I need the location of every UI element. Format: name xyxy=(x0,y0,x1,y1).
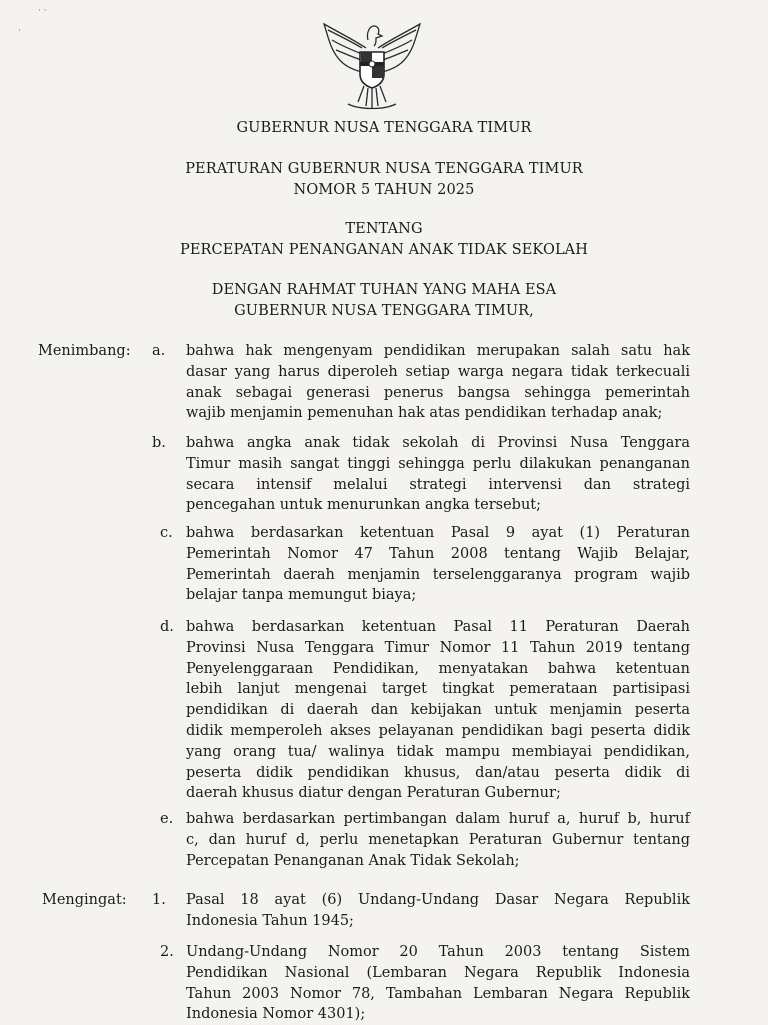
regulation-subject: PERCEPATAN PENANGANAN ANAK TIDAK SEKOLAH xyxy=(180,242,588,258)
item-line: Percepatan Penanganan Anak Tidak Sekolah; xyxy=(186,852,520,869)
scan-speck: · xyxy=(18,26,21,36)
item-line: bahwa hak mengenyam pendidikan merupakan salah satu hak xyxy=(186,343,690,359)
item-line: didik memperoleh akses pelayanan pendidikan bagi peserta didik xyxy=(186,722,690,739)
item-marker: 2. xyxy=(160,944,174,960)
item-marker: b. xyxy=(152,435,166,451)
item-text xyxy=(186,890,690,932)
item-line: Pemerintah Nomor 47 Tahun 2008 tentang Wajib Belajar, xyxy=(186,545,690,562)
item-line: yang orang tua/ walinya tidak mampu membiayai pendidikan, xyxy=(186,743,690,760)
item-line: Pendidikan Nasional (Lembaran Negara Republik Indonesia xyxy=(186,964,690,981)
item-text xyxy=(186,523,690,606)
blessing-line: DENGAN RAHMAT TUHAN YANG MAHA ESA xyxy=(211,282,557,298)
item-text xyxy=(186,809,690,871)
item-line: lebih lanjut mengenai target tingkat pemerataan partisipasi xyxy=(186,681,690,698)
item-line: Timur masih sangat tinggi sehingga perlu dilakukan penanganan xyxy=(186,455,690,472)
scan-speck: · · xyxy=(38,6,47,16)
item-line: Penyelenggaraan Pendidikan, menyatakan bahwa ketentuan xyxy=(186,660,690,677)
menimbang-label: Menimbang: xyxy=(38,343,131,359)
governor-line: GUBERNUR NUSA TENGGARA TIMUR, xyxy=(234,303,534,319)
item-line: dasar yang harus diperoleh setiap warga negara tidak terkecuali xyxy=(186,363,690,380)
item-line: bahwa berdasarkan ketentuan Pasal 11 Peraturan Daerah xyxy=(186,619,690,635)
item-text xyxy=(186,341,690,424)
item-marker: e. xyxy=(160,811,174,827)
regulation-number: NOMOR 5 TAHUN 2025 xyxy=(293,182,475,198)
item-line: bahwa berdasarkan ketentuan Pasal 9 ayat (1) Peraturan xyxy=(186,525,690,541)
issuer-title: GUBERNUR NUSA TENGGARA TIMUR xyxy=(236,120,532,136)
item-line: bahwa angka anak tidak sekolah di Provinsi Nusa Tenggara xyxy=(186,435,690,451)
item-line: anak sebagai generasi penerus bangsa sehingga pemerintah xyxy=(186,384,690,401)
about-label: TENTANG xyxy=(345,221,423,237)
item-line: Pemerintah daerah menjamin terselenggaranya program wajib xyxy=(186,566,690,583)
item-line: Indonesia Nomor 4301); xyxy=(186,1006,366,1023)
item-text xyxy=(186,433,690,516)
item-line: Indonesia Tahun 1945; xyxy=(186,912,354,929)
item-marker: 1. xyxy=(152,892,166,908)
regulation-title: PERATURAN GUBERNUR NUSA TENGGARA TIMUR xyxy=(185,161,583,177)
item-marker: c. xyxy=(160,525,173,541)
regulation-heading xyxy=(0,159,768,201)
item-line: c, dan huruf d, perlu menetapkan Peraturan Gubernur tentang xyxy=(186,831,690,848)
item-line: Pasal 18 ayat (6) Undang-Undang Dasar Negara Republik xyxy=(186,892,690,908)
item-text xyxy=(186,942,690,1025)
item-line: Tahun 2003 Nomor 78, Tambahan Lembaran Negara Republik xyxy=(186,985,690,1002)
item-marker: a. xyxy=(152,343,166,359)
preamble-heading xyxy=(0,280,768,322)
item-line: wajib menjamin pemenuhan hak atas pendidikan terhadap anak; xyxy=(186,405,663,422)
subject-heading xyxy=(0,219,768,261)
item-line: bahwa berdasarkan pertimbangan dalam huruf a, huruf b, huruf xyxy=(186,811,690,827)
item-marker: d. xyxy=(160,619,174,635)
mengingat-label: Mengingat: xyxy=(42,892,127,908)
item-line: peserta didik pendidikan khusus, dan/atau peserta didik di xyxy=(186,764,690,781)
item-line: belajar tanpa memungut biaya; xyxy=(186,587,417,604)
item-line: Provinsi Nusa Tenggara Timur Nomor 11 Tahun 2019 tentang xyxy=(186,639,690,656)
item-line: Undang-Undang Nomor 20 Tahun 2003 tentang Sistem xyxy=(186,944,690,960)
item-text xyxy=(186,617,690,804)
item-line: daerah khusus diatur dengan Peraturan Gubernur; xyxy=(186,785,561,802)
item-line: pendidikan di daerah dan kebijakan untuk menjamin peserta xyxy=(186,702,690,719)
item-line: secara intensif melalui strategi intervensi dan strategi xyxy=(186,476,690,493)
item-line: pencegahan untuk menurunkan angka tersebut; xyxy=(186,497,541,514)
garuda-emblem-icon xyxy=(318,18,426,114)
